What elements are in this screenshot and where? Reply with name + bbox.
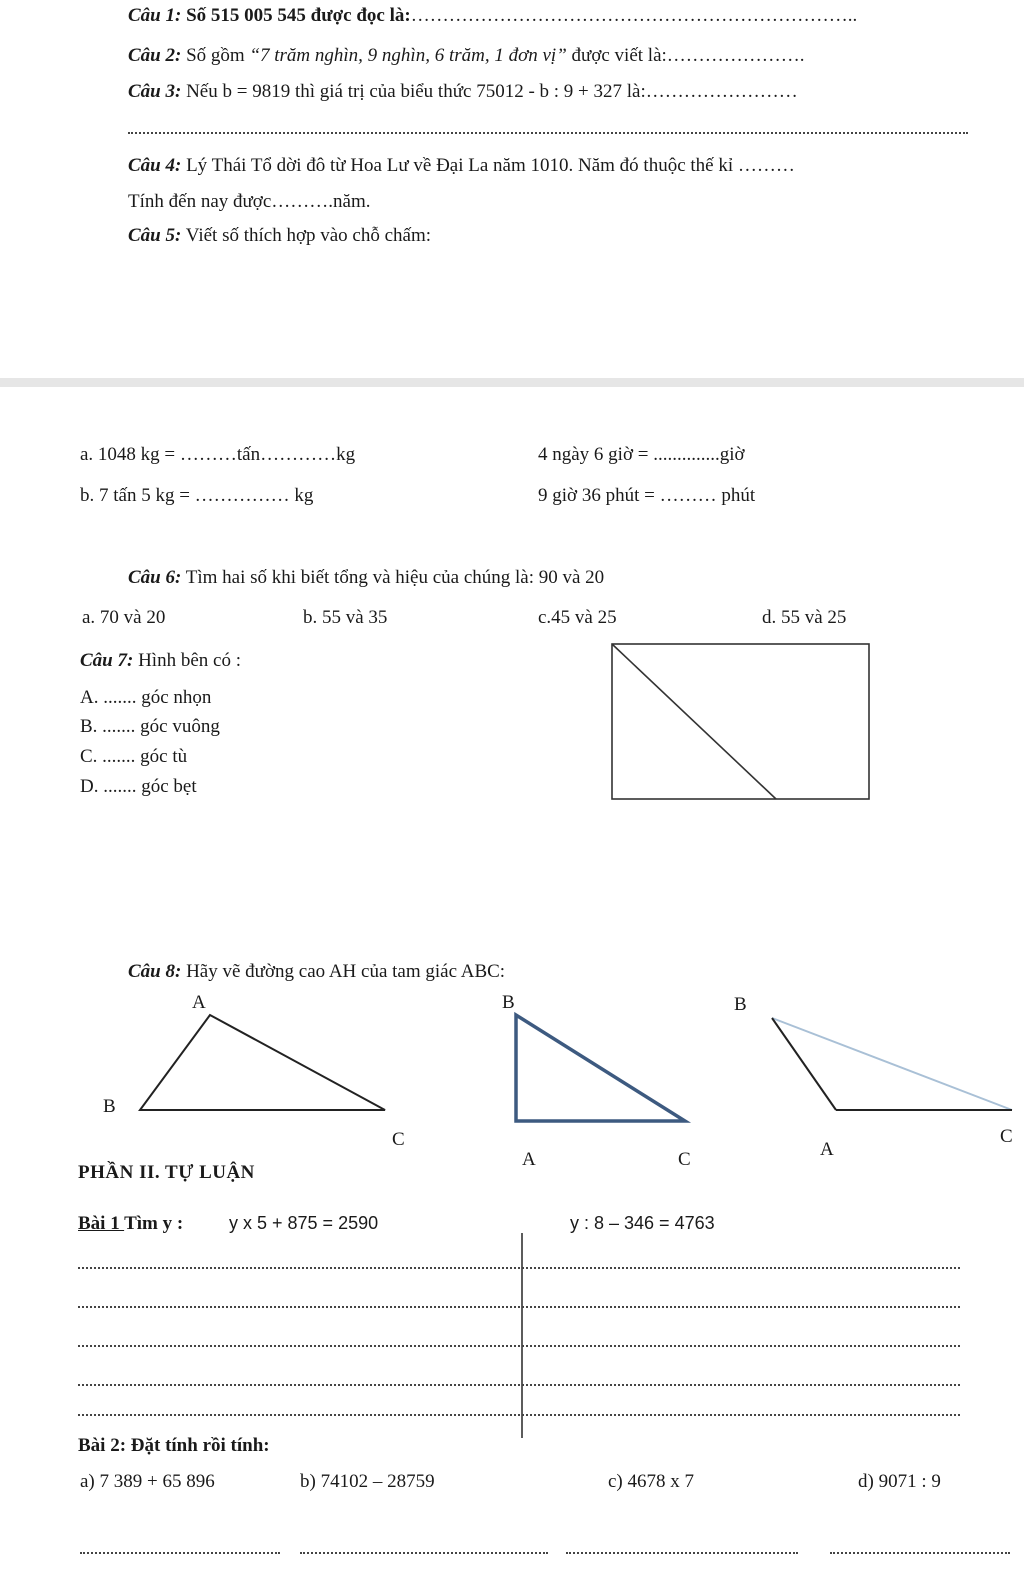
- bai1-expr1: y x 5 + 875 = 2590: [229, 1213, 379, 1233]
- q4-line2: Tính đến nay được……….năm.: [128, 191, 371, 212]
- tri3-label-c: C: [1000, 1126, 1013, 1147]
- q1-label: Câu 1:: [128, 5, 182, 26]
- q6-option: a. 70 và 20: [82, 607, 166, 628]
- bai1-label: Bài 1: [78, 1213, 125, 1234]
- tri1-label-b: B: [103, 1096, 116, 1117]
- q1-text: Số 515 005 545 được đọc là:: [186, 5, 411, 26]
- q5-item-a: a. 1048 kg = ………tấn…………kg: [80, 444, 356, 465]
- question-8: [128, 962, 505, 981]
- q5-label: Câu 5:: [128, 225, 182, 246]
- q3-label: Câu 3:: [128, 81, 182, 102]
- q7-item: C. ....... góc tù: [80, 746, 188, 767]
- tri1-label-a: A: [192, 992, 206, 1013]
- q4-dots: ………: [737, 155, 795, 176]
- q2-pre: Số gồm: [186, 45, 250, 66]
- q7-item: B. ....... góc vuông: [80, 716, 220, 737]
- answer-line: [830, 1552, 1010, 1554]
- tri1-label-c: C: [392, 1129, 405, 1150]
- tri2-label-c: C: [678, 1149, 691, 1170]
- bai2-item: d) 9071 : 9: [858, 1471, 941, 1492]
- q2-post: được viết là:: [566, 45, 667, 66]
- answer-line: [78, 1267, 960, 1269]
- q2-dots: ………………….: [666, 45, 805, 66]
- q3-text: Nếu b = 9819 thì giá trị của biểu thức 75012 - b : 9 + 327 là:: [186, 81, 646, 102]
- q6-option: c.45 và 25: [538, 607, 617, 628]
- q7-item: D. ....... góc bẹt: [80, 776, 197, 797]
- answer-line: [78, 1384, 960, 1386]
- q7-label: Câu 7:: [80, 650, 134, 671]
- answer-line: [78, 1306, 960, 1308]
- tri2-label-a: A: [522, 1149, 536, 1170]
- q8-text: Hãy vẽ đường cao AH của tam giác ABC:: [181, 961, 506, 982]
- answer-line: [566, 1552, 798, 1554]
- q5-item-b: b. 7 tấn 5 kg = …………… kg: [80, 485, 314, 506]
- answer-line: [300, 1552, 548, 1554]
- tri3-label-b: B: [734, 994, 747, 1015]
- answer-line: [78, 1345, 960, 1347]
- bai1-expr2: y : 8 – 346 = 4763: [570, 1213, 715, 1233]
- q5-text: Viết số thích hợp vào chỗ chấm:: [185, 225, 432, 246]
- bai2-item: c) 4678 x 7: [608, 1471, 695, 1492]
- bai1-title: Tìm y :: [124, 1213, 184, 1234]
- triangle-1: [140, 1015, 385, 1110]
- q7-item: A. ....... góc nhọn: [80, 687, 212, 708]
- q3-dots: ……………………: [645, 81, 798, 102]
- q6-text: Tìm hai số khi biết tổng và hiệu của chúng là: 90 và 20: [185, 567, 605, 588]
- q4-text: Lý Thái Tổ dời đô từ Hoa Lư về Đại La năm 1010. Năm đó thuộc thế kỉ: [186, 155, 734, 176]
- triangle-2: [516, 1015, 685, 1121]
- q2-quote: “7 trăm nghìn, 9 nghìn, 6 trăm, 1 đơn vị”: [249, 45, 567, 66]
- q7-text: Hình bên có :: [138, 650, 241, 671]
- q7-rectangle-figure: [612, 644, 869, 799]
- q5-item-c: 4 ngày 6 giờ = ..............giờ: [538, 444, 745, 465]
- bai2-item: b) 74102 – 28759: [300, 1471, 435, 1492]
- bai2-item: a) 7 389 + 65 896: [80, 1471, 215, 1492]
- q4-label: Câu 4:: [128, 155, 182, 176]
- bai2-title: Bài 2: Đặt tính rồi tính:: [78, 1435, 270, 1456]
- tri3-label-a: A: [820, 1139, 834, 1160]
- q8-label: Câu 8:: [128, 961, 182, 982]
- q6-option: d. 55 và 25: [762, 607, 847, 628]
- answer-line: [78, 1414, 960, 1416]
- answer-line: [80, 1552, 280, 1554]
- q1-dots: ……………………………………………………………..: [410, 5, 858, 26]
- triangle-3: [772, 1018, 1012, 1110]
- tri2-label-b: B: [502, 992, 515, 1013]
- part2-title: PHẦN II. TỰ LUẬN: [78, 1162, 255, 1183]
- q6-label: Câu 6:: [128, 567, 182, 588]
- q6-option: b. 55 và 35: [303, 607, 388, 628]
- q2-label: Câu 2:: [128, 45, 182, 66]
- bai1-heading: [78, 1214, 183, 1233]
- q5-item-d: 9 giờ 36 phút = ……… phút: [538, 485, 756, 506]
